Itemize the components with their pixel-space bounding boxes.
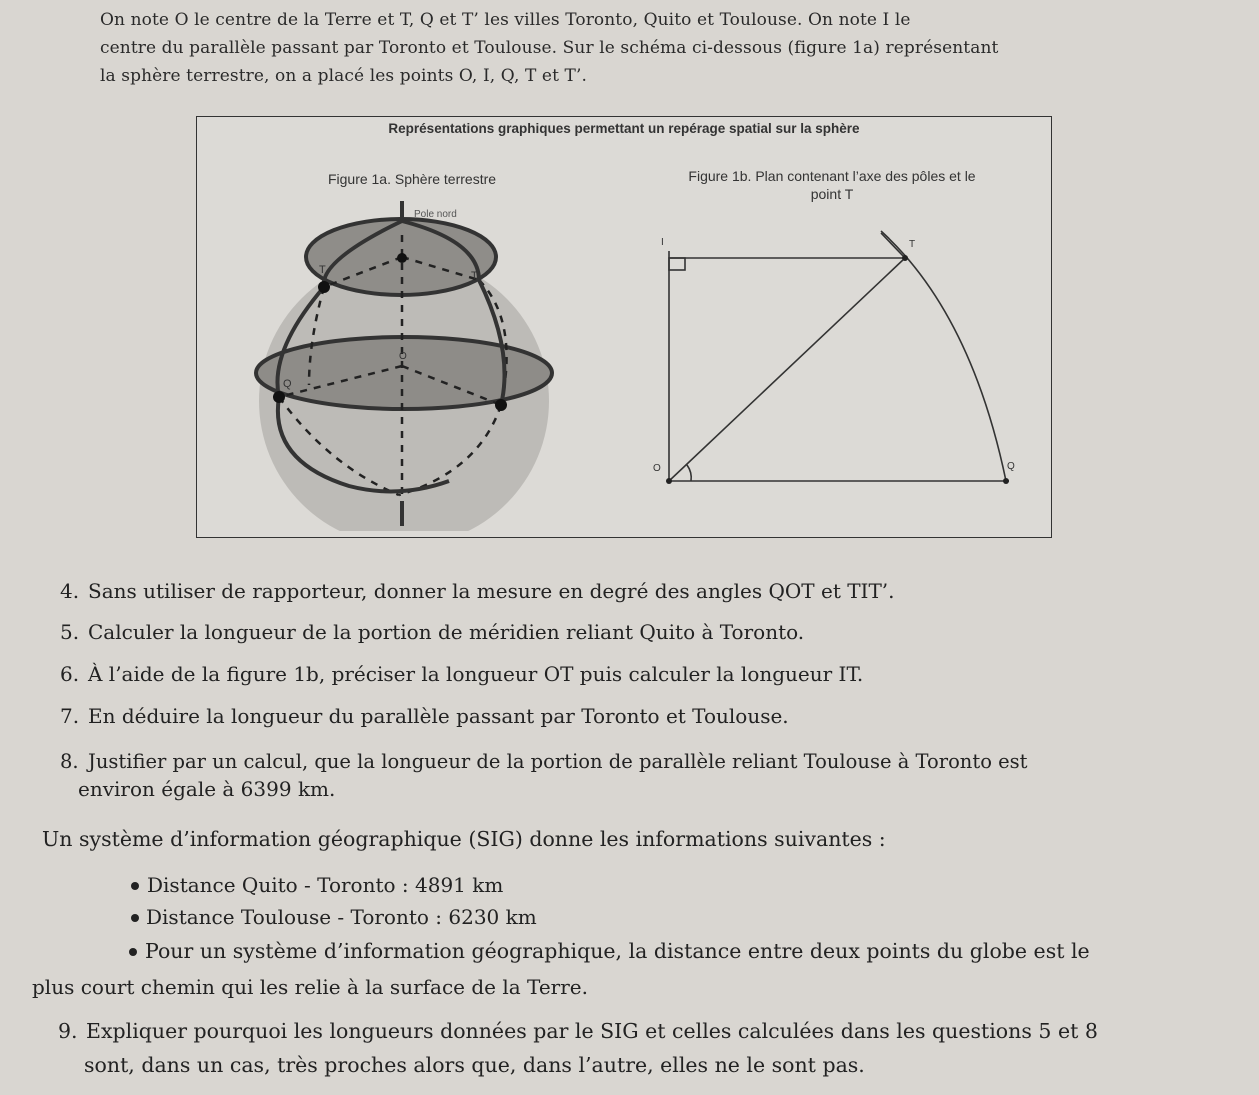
bullet-dot xyxy=(131,882,139,890)
question-number: 4. xyxy=(60,579,80,603)
fig1a-caption: Figure 1a. Sphère terrestre xyxy=(327,171,497,187)
fig1b-label-I: I xyxy=(661,237,664,248)
question-text: Justifier par un calcul, que la longueur de la portion de parallèle reliant Toulouse à Toronto est xyxy=(88,750,1028,773)
fig1b-caption-line-2: point T xyxy=(810,186,854,202)
fig1b-label-O: O xyxy=(653,463,661,474)
question-number: 8. xyxy=(60,750,79,773)
question-9-continuation: sont, dans un cas, très proches alors que, dans l’autre, elles ne le sont pas. xyxy=(84,1053,865,1077)
fig1a-label-Q: Q xyxy=(283,378,292,390)
fig1b-label-T: T xyxy=(909,239,916,250)
question-7 xyxy=(60,703,789,729)
fig1b-caption-line-1: Figure 1b. Plan contenant l’axe des pôles et le xyxy=(688,168,976,184)
question-text: Sans utiliser de rapporteur, donner la mesure en degré des angles QOT et TIT’. xyxy=(88,579,895,603)
fig1a-label-O: O xyxy=(399,351,407,362)
fig1a-sphere-diagram xyxy=(249,201,579,531)
fig1b-label-Q: Q xyxy=(1007,461,1015,472)
question-text: À l’aide de la figure 1b, préciser la longueur OT puis calculer la longueur IT. xyxy=(88,662,864,686)
sig-intro: Un système d’information géographique (SIG) donne les informations suivantes : xyxy=(42,827,886,851)
figure-title: Représentations graphiques permettant un repérage spatial sur la sphère xyxy=(388,121,860,136)
question-5 xyxy=(60,619,804,645)
fig1a-label-T: T xyxy=(319,264,326,276)
sig-bullet-2: Distance Toulouse - Toronto : 6230 km xyxy=(146,905,537,929)
question-8 xyxy=(60,749,1028,775)
fig1b-plane-diagram xyxy=(651,223,1021,493)
question-number: 9. xyxy=(58,1019,78,1043)
sig-bullet-1: Distance Quito - Toronto : 4891 km xyxy=(147,873,504,897)
intro-paragraph xyxy=(100,6,1180,90)
question-text: Calculer la longueur de la portion de méridien reliant Quito à Toronto. xyxy=(88,620,805,644)
question-number: 6. xyxy=(60,662,80,686)
pole-label: Pole nord xyxy=(414,209,457,220)
intro-line-2: centre du parallèle passant par Toronto et Toulouse. Sur le schéma ci-dessous (figure 1a) représentant xyxy=(100,38,999,58)
bullet-dot xyxy=(131,914,139,922)
question-8-continuation: environ égale à 6399 km. xyxy=(78,777,336,801)
question-text: Expliquer pourquoi les longueurs données par le SIG et celles calculées dans les questions 5 et 8 xyxy=(86,1019,1098,1043)
bullet-dot xyxy=(129,948,137,956)
figure-box xyxy=(196,116,1052,538)
intro-line-3: la sphère terrestre, on a placé les points O, I, Q, T et T’. xyxy=(100,66,587,86)
fig1a-label-Tp: T' xyxy=(471,270,480,282)
sig-bullet-3-continuation: plus court chemin qui les relie à la surface de la Terre. xyxy=(32,975,588,999)
question-text: En déduire la longueur du parallèle passant par Toronto et Toulouse. xyxy=(88,704,789,728)
question-number: 5. xyxy=(60,620,80,644)
fig1b-caption xyxy=(637,167,1027,203)
question-9 xyxy=(58,1018,1098,1044)
question-number: 7. xyxy=(60,704,80,728)
sig-bullet-3: Pour un système d’information géographique, la distance entre deux points du globe est le xyxy=(145,939,1090,963)
question-6 xyxy=(60,661,863,687)
intro-line-1: On note O le centre de la Terre et T, Q et T’ les villes Toronto, Quito et Toulouse. On note I le xyxy=(100,10,911,30)
equator-ellipse xyxy=(256,337,552,409)
question-4 xyxy=(60,578,895,604)
